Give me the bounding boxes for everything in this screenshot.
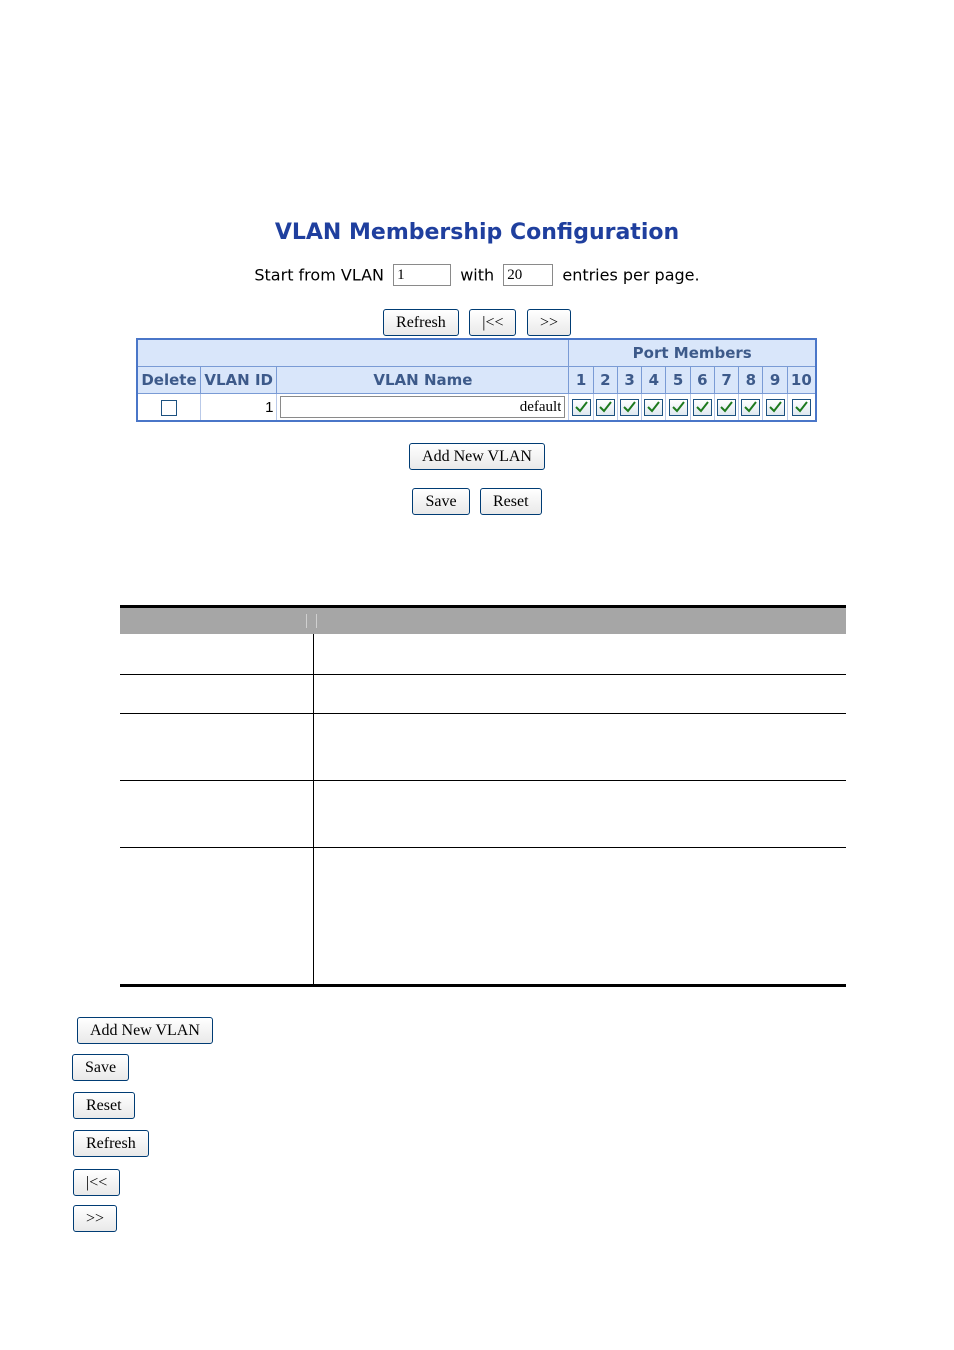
with-label: with	[460, 265, 495, 285]
add-new-vlan-button[interactable]: Add New VLAN	[409, 443, 545, 470]
port-member-checkbox[interactable]	[596, 399, 615, 416]
legend-refresh-button[interactable]: Refresh	[73, 1130, 149, 1157]
save-button[interactable]: Save	[412, 488, 469, 515]
page-title: VLAN Membership Configuration	[274, 220, 680, 245]
legend-reset-button[interactable]: Reset	[73, 1092, 135, 1119]
nav-button-row	[0, 309, 954, 336]
legend-add-new-vlan-button[interactable]: Add New VLAN	[77, 1017, 213, 1044]
table-row	[137, 394, 816, 422]
check-mark-icon	[598, 400, 613, 414]
port-member-checkbox[interactable]	[669, 399, 688, 416]
check-mark-icon	[622, 400, 637, 414]
start-vlan-input[interactable]	[393, 264, 451, 286]
port-member-cell	[593, 394, 617, 422]
reset-button[interactable]: Reset	[480, 488, 542, 515]
delete-cell	[137, 394, 200, 422]
port-10-column-header: 10	[787, 367, 816, 394]
check-mark-icon	[671, 400, 686, 414]
check-mark-icon	[719, 400, 734, 414]
port-5-column-header: 5	[666, 367, 690, 394]
check-mark-icon	[695, 400, 710, 414]
check-mark-icon	[768, 400, 783, 414]
description-table	[120, 605, 846, 987]
entries-per-page-input[interactable]	[503, 264, 553, 286]
port-1-column-header: 1	[569, 367, 593, 394]
port-member-checkbox[interactable]	[717, 399, 736, 416]
entries-per-page-label: entries per page.	[562, 265, 700, 285]
check-mark-icon	[574, 400, 589, 414]
delete-column-header: Delete	[137, 367, 200, 394]
port-7-column-header: 7	[714, 367, 738, 394]
vlan-name-column-header: VLAN Name	[277, 367, 569, 394]
vlan-id-cell: 1	[200, 394, 276, 422]
vlan-name-input[interactable]	[280, 396, 565, 418]
port-member-checkbox[interactable]	[792, 399, 811, 416]
row-divider	[120, 780, 846, 781]
vlan-id-column-header: VLAN ID	[200, 367, 276, 394]
check-mark-icon	[794, 400, 809, 414]
legend-next-page-button[interactable]: >>	[73, 1205, 117, 1232]
port-6-column-header: 6	[690, 367, 714, 394]
first-page-button[interactable]: |<<	[469, 309, 516, 336]
save-reset-row	[0, 488, 954, 515]
port-member-checkbox[interactable]	[766, 399, 785, 416]
header-spacer	[137, 339, 569, 367]
port-member-cell	[617, 394, 641, 422]
port-3-column-header: 3	[617, 367, 641, 394]
delete-checkbox[interactable]	[161, 400, 177, 416]
port-member-checkbox[interactable]	[693, 399, 712, 416]
port-member-cell	[642, 394, 666, 422]
port-member-cell	[569, 394, 593, 422]
vlan-name-cell	[277, 394, 569, 422]
legend-first-page-button[interactable]: |<<	[73, 1169, 120, 1196]
description-table-header	[120, 608, 846, 634]
column-divider	[313, 634, 314, 984]
port-members-header: Port Members	[569, 339, 816, 367]
port-member-cell	[714, 394, 738, 422]
row-divider	[120, 674, 846, 675]
port-9-column-header: 9	[763, 367, 787, 394]
row-divider	[120, 847, 846, 848]
vlan-membership-table	[136, 338, 817, 422]
port-member-checkbox[interactable]	[572, 399, 591, 416]
add-vlan-row	[0, 443, 954, 470]
refresh-button[interactable]: Refresh	[383, 309, 459, 336]
check-mark-icon	[646, 400, 661, 414]
port-member-checkbox[interactable]	[620, 399, 639, 416]
header-divider	[316, 614, 317, 628]
next-page-button[interactable]: >>	[527, 309, 571, 336]
port-member-checkbox[interactable]	[741, 399, 760, 416]
paging-controls	[0, 264, 954, 286]
port-4-column-header: 4	[642, 367, 666, 394]
port-2-column-header: 2	[593, 367, 617, 394]
port-member-cell	[666, 394, 690, 422]
port-8-column-header: 8	[739, 367, 763, 394]
legend-save-button[interactable]: Save	[72, 1054, 129, 1081]
header-divider	[306, 614, 307, 628]
port-member-cell	[739, 394, 763, 422]
row-divider	[120, 713, 846, 714]
start-from-label: Start from VLAN	[254, 265, 385, 285]
port-member-cell	[690, 394, 714, 422]
check-mark-icon	[743, 400, 758, 414]
port-member-cell	[763, 394, 787, 422]
port-member-cell	[787, 394, 816, 422]
port-member-checkbox[interactable]	[644, 399, 663, 416]
